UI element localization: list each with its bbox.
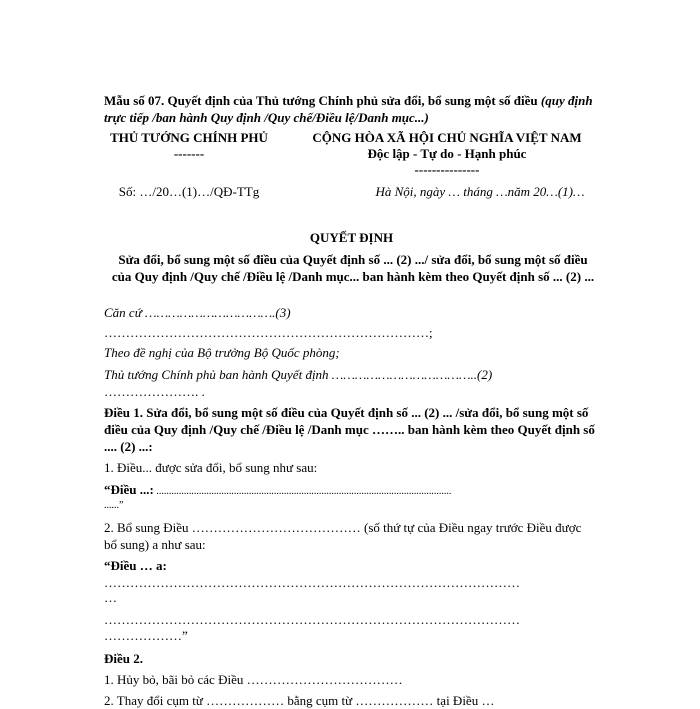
nation-separator: --------------- bbox=[414, 162, 480, 177]
basis-line-1: Căn cứ …………………………….(3) bbox=[104, 305, 291, 320]
nation-name: CỘNG HÒA XÃ HỘI CHỦ NGHĨA VIỆT NAM bbox=[312, 130, 582, 145]
basis-line-5: …………………. . bbox=[104, 384, 205, 399]
nation-motto: Độc lập - Tự do - Hạnh phúc bbox=[367, 146, 527, 161]
quote-1-label: “Điều ...: bbox=[104, 482, 154, 497]
quote-2-dots-2: … bbox=[104, 590, 117, 605]
document-number: Số: …/20…(1)…/QĐ-TTg bbox=[118, 184, 260, 199]
basis-line-4: Thủ tướng Chính phủ ban hành Quyết định ………………………………..(2) bbox=[104, 367, 493, 382]
place-date: Hà Nội, ngày … tháng …năm 20…(1)… bbox=[375, 184, 585, 199]
quote-1-dots: ...................................................................................................................... bbox=[153, 486, 452, 497]
article-1-quote-1-end: ......” bbox=[104, 500, 124, 511]
form-header-italic: (quy định trực tiếp /ban hành Quy định /Quy chế/Điều lệ/Danh mục...) bbox=[104, 93, 593, 125]
article-1-item-1: 1. Điều... được sửa đổi, bổ sung như sau: bbox=[104, 460, 318, 475]
issuer-separator: ------- bbox=[173, 146, 205, 161]
article-1-item-2: 2. Bổ sung Điều ………………………………… (số thứ tự của Điều ngay trước Điều được bổ sung) a như sau: bbox=[104, 520, 582, 552]
issuer-name: THỦ TƯỚNG CHÍNH PHỦ bbox=[110, 130, 268, 145]
article-2-heading: Điều 2. bbox=[104, 651, 143, 666]
quote-2-label: “Điều … a: bbox=[104, 558, 167, 573]
basis-line-2: …………………………………………………………………; bbox=[104, 325, 433, 340]
form-header-bold: Mẫu số 07. Quyết định của Thủ tướng Chính phủ sửa đổi, bổ sung một số điều bbox=[104, 93, 541, 108]
quote-2-dots-1: …………………………………………………………………………………… bbox=[104, 575, 520, 590]
document-subtitle: Sửa đổi, bổ sung một số điều của Quyết định số ... (2) .../ sửa đổi, bổ sung một số điều của Quy định /Quy chế /Điều lệ /Danh mục... ban hành kèm theo Quyết định số ... (2) ... bbox=[111, 252, 595, 284]
document-title: QUYẾT ĐỊNH bbox=[309, 230, 394, 245]
article-2-item-1: 1. Hủy bỏ, bãi bỏ các Điều ……………………………… bbox=[104, 672, 403, 687]
form-header bbox=[104, 92, 599, 126]
quote-2-dots-3: …………………………………………………………………………………… bbox=[104, 612, 520, 627]
article-1-quote-1 bbox=[104, 482, 599, 500]
quote-2-end: ………………” bbox=[104, 628, 188, 643]
article-1-heading: Điều 1. Sửa đổi, bổ sung một số điều của Quyết định số ... (2) ... /sửa đổi, bổ sung một số điều của Quy định /Quy chế /Điều lệ /Danh mục …….. ban hành kèm theo Quyết định số .... (2) ...: bbox=[104, 405, 595, 454]
basis-line-3: Theo đề nghị của Bộ trưởng Bộ Quốc phòng; bbox=[104, 345, 340, 360]
article-2-item-2: 2. Thay đổi cụm từ ……………… bằng cụm từ ……………… tại Điều … bbox=[104, 693, 495, 708]
